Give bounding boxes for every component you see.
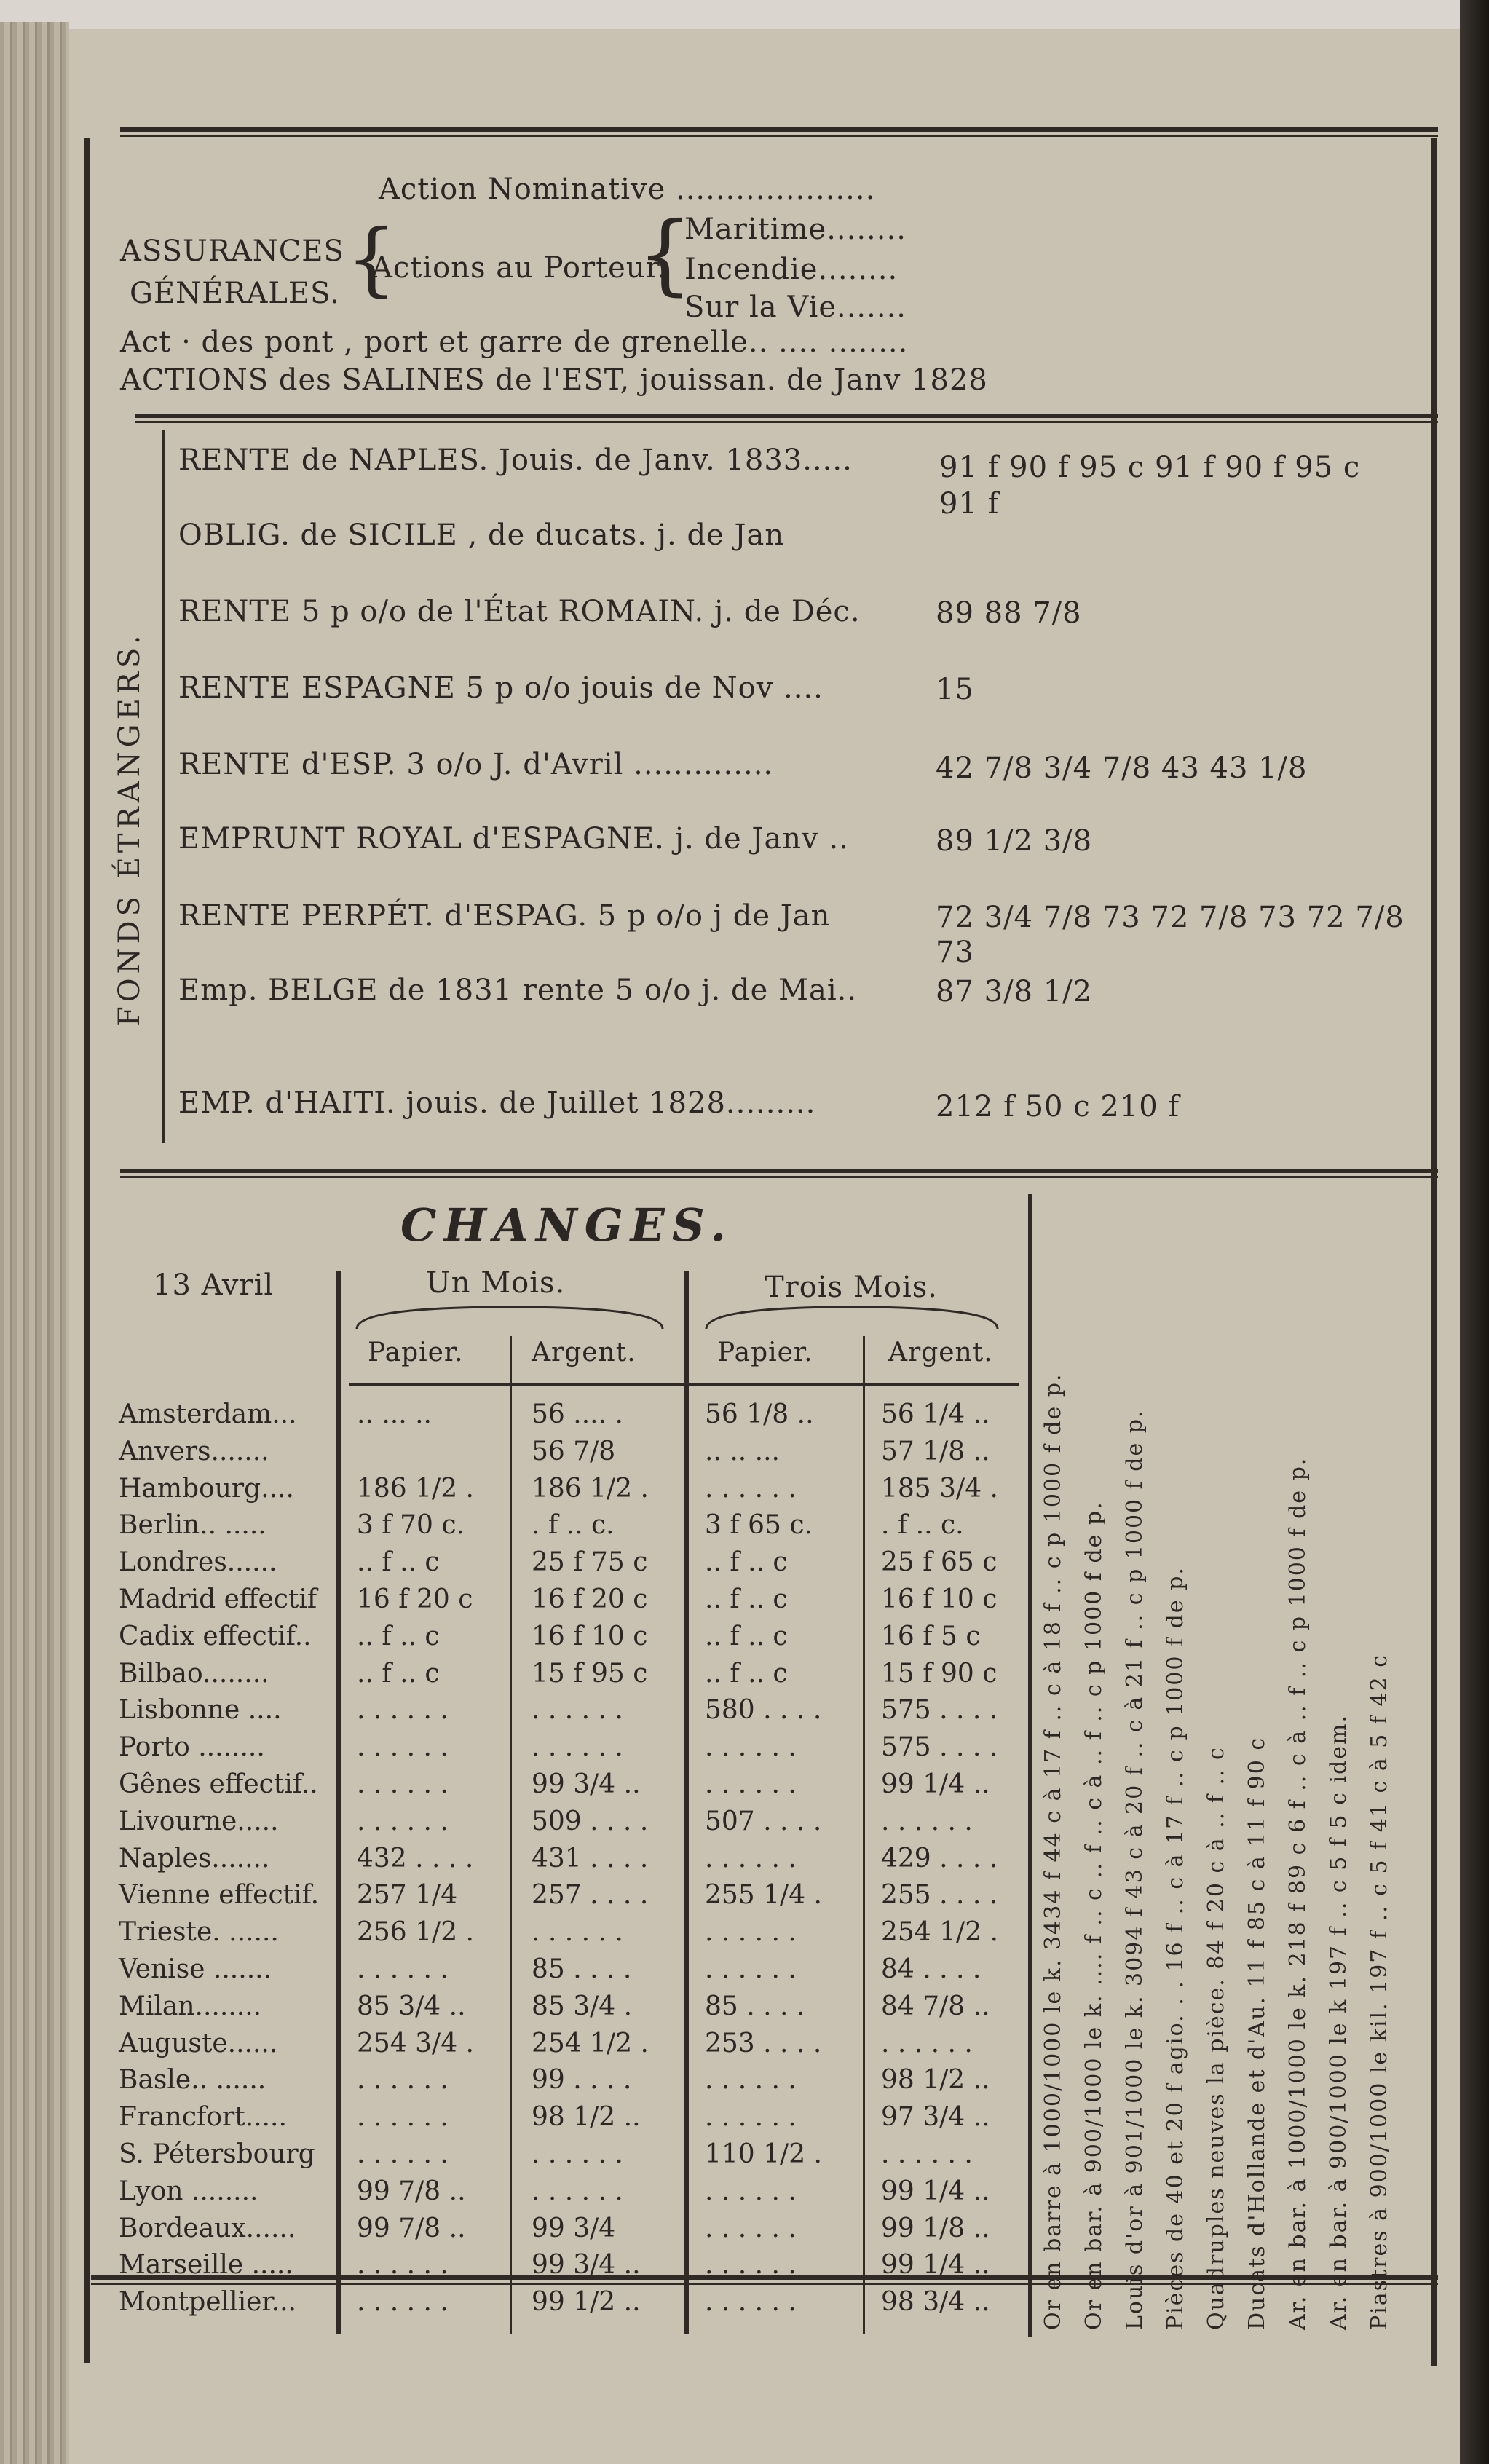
city-label: Trieste. ...... [119,1917,279,1948]
rate-cell: 97 3/4 .. [881,2102,990,2133]
rate-cell: 99 1/4 .. [881,1769,990,1799]
rate-cell: 185 3/4 . [881,1473,998,1504]
fonds-row-5-value: 42 7/8 3/4 7/8 43 43 1/8 [936,751,1308,785]
rate-cell: 99 7/8 .. [357,2176,466,2206]
sur-la-vie: Sur la Vie....... [684,291,907,324]
rate-cell: 431 . . . . [532,1843,649,1873]
or-argent-line: Or en barre à 1000/1000 le k. 3434 f 44 c à 17 f .. c à 18 f .. c p 1000 f de p. [1040,1373,1066,2330]
rate-cell: 3 f 65 c. [705,1510,813,1541]
rate-cell: 85 3/4 . [532,1991,633,2021]
rate-cell: 256 1/2 . [357,1917,474,1948]
fonds-row-3: RENTE 5 p o/o de l'État ROMAIN. j. de Déc. [178,595,861,628]
fonds-row-6: EMPRUNT ROYAL d'ESPAGNE. j. de Janv .. [178,822,849,856]
city-label: Amsterdam... [119,1399,297,1429]
fonds-row-1: RENTE de NAPLES. Jouis. de Janv. 1833..... [178,443,853,477]
rate-cell: 15 f 95 c [532,1658,648,1689]
rate-cell: 15 f 90 c [881,1658,998,1689]
city-label: Auguste...... [119,2028,278,2058]
rate-cell: 99 1/4 .. [881,2250,990,2281]
action-nominative: Action Nominative .................... [379,173,876,206]
fonds-row-9-value: 212 f 50 c 210 f [936,1090,1180,1124]
rate-cell: . f .. c. [881,1510,964,1541]
rate-cell: . . . . . . [357,2102,449,2133]
city-label: Bilbao........ [119,1658,269,1689]
city-label: Basle.. ...... [119,2065,266,2096]
rate-cell: 85 . . . . [532,1954,632,1984]
col-rule-2 [510,1336,512,2334]
rate-cell: . . . . . . [357,1954,449,1984]
rate-cell: . . . . . . [705,1769,797,1799]
rate-cell: . . . . . . [532,1732,623,1763]
fonds-row-1-value-cont: 91 f [939,487,1000,521]
assurances-label: ASSURANCES [120,234,344,268]
city-label: Anvers....... [119,1436,269,1466]
rate-cell: 254 1/2 . [532,2028,649,2058]
or-argent-line: Ducats d'Hollande et d'Au. 11 f 85 c à 11 f 90 c [1244,1736,1270,2330]
rate-cell: . . . . . . [705,1954,797,1984]
city-label: Naples....... [119,1843,270,1873]
brace-left: { [346,212,398,305]
changes-title: CHANGES. [400,1199,734,1252]
fonds-row-4: RENTE ESPAGNE 5 p o/o jouis de Nov .... [178,671,824,705]
fonds-top-rule [135,414,1438,423]
rate-cell: 56 .... . [532,1399,623,1429]
city-label: Lyon ........ [119,2176,258,2206]
rate-cell: . . . . . . [881,1806,973,1836]
fonds-row-7-value: 72 3/4 7/8 73 72 7/8 73 72 7/8 [936,901,1405,934]
rate-cell: 110 1/2 . [705,2139,822,2169]
rate-cell: 99 7/8 .. [357,2213,466,2243]
rate-cell: 98 3/4 .. [881,2287,990,2318]
rate-cell: 254 1/2 . [881,1917,998,1948]
rate-cell: . . . . . . [532,2139,623,2169]
city-label: Bordeaux...... [119,2213,296,2243]
rate-cell: . . . . . . [532,1695,623,1726]
col-rule-3 [684,1271,689,2334]
city-label: Cadix effectif.. [119,1621,312,1651]
rate-cell: 575 . . . . [881,1695,998,1726]
rate-cell: 3 f 70 c. [357,1510,465,1541]
col-rule-5 [1028,1194,1032,2337]
rate-cell: 99 1/4 .. [881,2176,990,2206]
right-border-rule [1431,138,1437,2366]
rate-cell: 255 . . . . [881,1880,998,1911]
city-label: Montpellier... [119,2287,296,2318]
rate-cell: . . . . . . [357,2065,449,2096]
rate-cell: 580 . . . . [705,1695,822,1726]
rate-cell: 253 . . . . [705,2028,822,2058]
rate-cell: . . . . . . [705,2176,797,2206]
city-label: Venise ....... [119,1954,272,1984]
actions-salines: ACTIONS des SALINES de l'EST, jouissan. de Janv 1828 [120,363,988,397]
col-rule-1 [336,1271,341,2334]
city-label: Francfort..... [119,2102,287,2133]
rate-cell: 98 1/2 .. [532,2102,641,2133]
rate-cell: . . . . . . [705,1843,797,1873]
rate-cell: . . . . . . [705,2065,797,2096]
rate-cell: .. .. ... [705,1436,780,1466]
un-mois-papier: Papier. [368,1338,464,1367]
rate-cell: . . . . . . [357,2287,449,2318]
rate-cell: . . . . . . [532,2176,623,2206]
page-edges [0,22,69,2464]
rate-cell: 575 . . . . [881,1732,998,1763]
rate-cell: 99 1/2 .. [532,2287,641,2318]
rate-cell: 186 1/2 . [532,1473,649,1504]
rate-cell: .. ... .. [357,1399,432,1429]
col-rule-4 [863,1336,865,2334]
act-ponts: Act · des pont , port et garre de grenelle.. .... ........ [120,325,909,359]
rate-cell: . . . . . . [705,2250,797,2281]
fonds-row-7-value-cont: 73 [936,936,974,969]
top-border-rule [120,127,1438,137]
rate-cell: 16 f 10 c [532,1621,648,1651]
fonds-row-3-value: 89 88 7/8 [936,596,1082,630]
trois-mois-header: Trois Mois. [765,1271,938,1304]
rate-cell: 432 . . . . [357,1843,474,1873]
rate-cell: 16 f 20 c [532,1584,648,1614]
rate-cell: 257 1/4 [357,1880,458,1911]
rate-cell: 16 f 5 c [881,1621,981,1651]
rate-cell: 99 1/8 .. [881,2213,990,2243]
fonds-row-4-value: 15 [936,673,974,706]
rate-cell: . . . . . . [705,2213,797,2243]
rate-cell: .. f .. c [357,1658,440,1689]
rate-cell: 186 1/2 . [357,1473,474,1504]
actions-porteur: Actions au Porteur. [371,251,668,285]
rate-cell: . . . . . . [357,1769,449,1799]
rate-cell: . . . . . . [357,2139,449,2169]
or-argent-line: Or en bar. à 900/1000 le k. .... f .. c .. f .. c à .. f .. c p 1000 f de p. [1081,1501,1107,2330]
rate-cell: 16 f 10 c [881,1584,998,1614]
rate-cell: 99 . . . . [532,2065,632,2096]
city-label: Livourne..... [119,1806,279,1836]
city-label: Vienne effectif. [119,1880,320,1911]
fonds-vertical-rule [162,430,165,1143]
or-argent-line: Quadruples neuves la pièce. 84 f 20 c à .. f .. c [1204,1746,1229,2330]
rate-cell: 85 . . . . [705,1991,805,2021]
rate-cell: 509 . . . . [532,1806,649,1836]
rate-cell: . . . . . . [705,1473,797,1504]
rate-cell: . . . . . . [357,1732,449,1763]
rate-cell: 57 1/8 .. [881,1436,990,1466]
rate-cell: . . . . . . [357,1806,449,1836]
maritime: Maritime........ [684,213,907,246]
rate-cell: 56 1/8 .. [705,1399,814,1429]
rate-cell: . . . . . . [705,2287,797,2318]
incendie: Incendie........ [684,253,898,286]
rate-cell: 84 . . . . [881,1954,982,1984]
fonds-row-1-value: 91 f 90 f 95 c 91 f 90 f 95 c [939,451,1361,484]
fonds-row-9: EMP. d'HAITI. jouis. de Juillet 1828......... [178,1086,816,1120]
fonds-etrangers-label: FONDS ÉTRANGERS. [113,631,146,1027]
city-label: Porto ........ [119,1732,265,1763]
rate-cell: 85 3/4 .. [357,1991,466,2021]
rate-cell: 255 1/4 . [705,1880,822,1911]
rate-cell: 99 3/4 [532,2213,616,2243]
rate-cell: . . . . . . [357,1695,449,1726]
rate-cell: . . . . . . [532,1917,623,1948]
city-label: Berlin.. ..... [119,1510,266,1541]
rate-cell: 25 f 65 c [881,1547,998,1578]
rate-cell: . . . . . . [705,1732,797,1763]
trois-mois-papier: Papier. [717,1338,813,1367]
rate-cell: 507 . . . . [705,1806,822,1836]
rate-cell: . f .. c. [532,1510,615,1541]
rate-cell: .. f .. c [705,1547,788,1578]
rate-cell: 99 3/4 .. [532,2250,641,2281]
city-label: Madrid effectif [119,1584,317,1614]
fonds-row-6-value: 89 1/2 3/8 [936,824,1093,858]
changes-top-rule [120,1169,1438,1178]
city-label: Lisbonne .... [119,1695,282,1726]
or-argent-line: Pièces de 40 et 20 f agio. . . 16 f .. c à 17 f .. c p 1000 f de p. [1163,1566,1188,2330]
un-mois-header: Un Mois. [426,1266,566,1300]
rate-cell: 99 3/4 .. [532,1769,641,1799]
rate-cell: .. f .. c [357,1621,440,1651]
rate-cell: . . . . . . [881,2139,973,2169]
city-label: Londres...... [119,1547,277,1578]
fonds-row-8-value: 87 3/8 1/2 [936,975,1093,1008]
fonds-row-5: RENTE d'ESP. 3 o/o J. d'Avril .............. [178,748,774,781]
fonds-row-7: RENTE PERPÉT. d'ESPAG. 5 p o/o j de Jan [178,899,831,933]
rate-cell: 16 f 20 c [357,1584,473,1614]
or-argent-line: Piastres à 900/1000 le kil. 197 f .. c 5 f 41 c à 5 f 42 c [1367,1653,1392,2330]
or-argent-line: Ar. en bar. à 1000/1000 le k. 218 f 89 c 6 f .. c à .. f .. c p 1000 f de p. [1285,1456,1311,2330]
rate-cell: . . . . . . [705,1917,797,1948]
city-label: Hambourg.... [119,1473,294,1504]
rate-cell: 25 f 75 c [532,1547,648,1578]
fonds-row-2: OBLIG. de SICILE , de ducats. j. de Jan [178,518,785,552]
or-argent-line: Ar. en bar. à 900/1000 le k 197 f .. c 5 f 5 c idem. [1326,1713,1351,2330]
city-label: Milan........ [119,1991,262,2021]
rate-cell: . . . . . . [357,2250,449,2281]
rate-cell: 56 1/4 .. [881,1399,990,1429]
rate-cell: 56 7/8 [532,1436,616,1466]
rate-cell: 84 7/8 .. [881,1991,990,2021]
generales-label: GÉNÉRALES. [130,277,340,310]
un-mois-argent: Argent. [532,1338,636,1367]
city-label: Marseille ..... [119,2250,293,2281]
rate-cell: . . . . . . [881,2028,973,2058]
or-argent-line: Louis d'or à 901/1000 le k. 3094 f 43 c à 20 f .. c à 21 f .. c p 1000 f de p. [1122,1409,1148,2330]
rate-cell: 98 1/2 .. [881,2065,990,2096]
changes-date: 13 Avril [153,1268,275,1302]
rate-cell: .. f .. c [357,1547,440,1578]
binding-edge [1460,0,1489,2464]
rate-cell: .. f .. c [705,1621,788,1651]
rate-cell: 254 3/4 . [357,2028,474,2058]
trois-mois-argent: Argent. [888,1338,993,1367]
city-label: Gênes effectif.. [119,1769,318,1799]
brace-right: { [637,204,694,305]
fonds-row-8: Emp. BELGE de 1831 rente 5 o/o j. de Mai.. [178,974,858,1007]
rate-cell: 257 . . . . [532,1880,649,1911]
rate-cell: 429 . . . . [881,1843,998,1873]
left-border-rule [84,138,90,2363]
rate-cell: .. f .. c [705,1584,788,1614]
rate-cell: . . . . . . [705,2102,797,2133]
rate-cell: .. f .. c [705,1658,788,1689]
city-label: S. Pétersbourg [119,2139,315,2169]
